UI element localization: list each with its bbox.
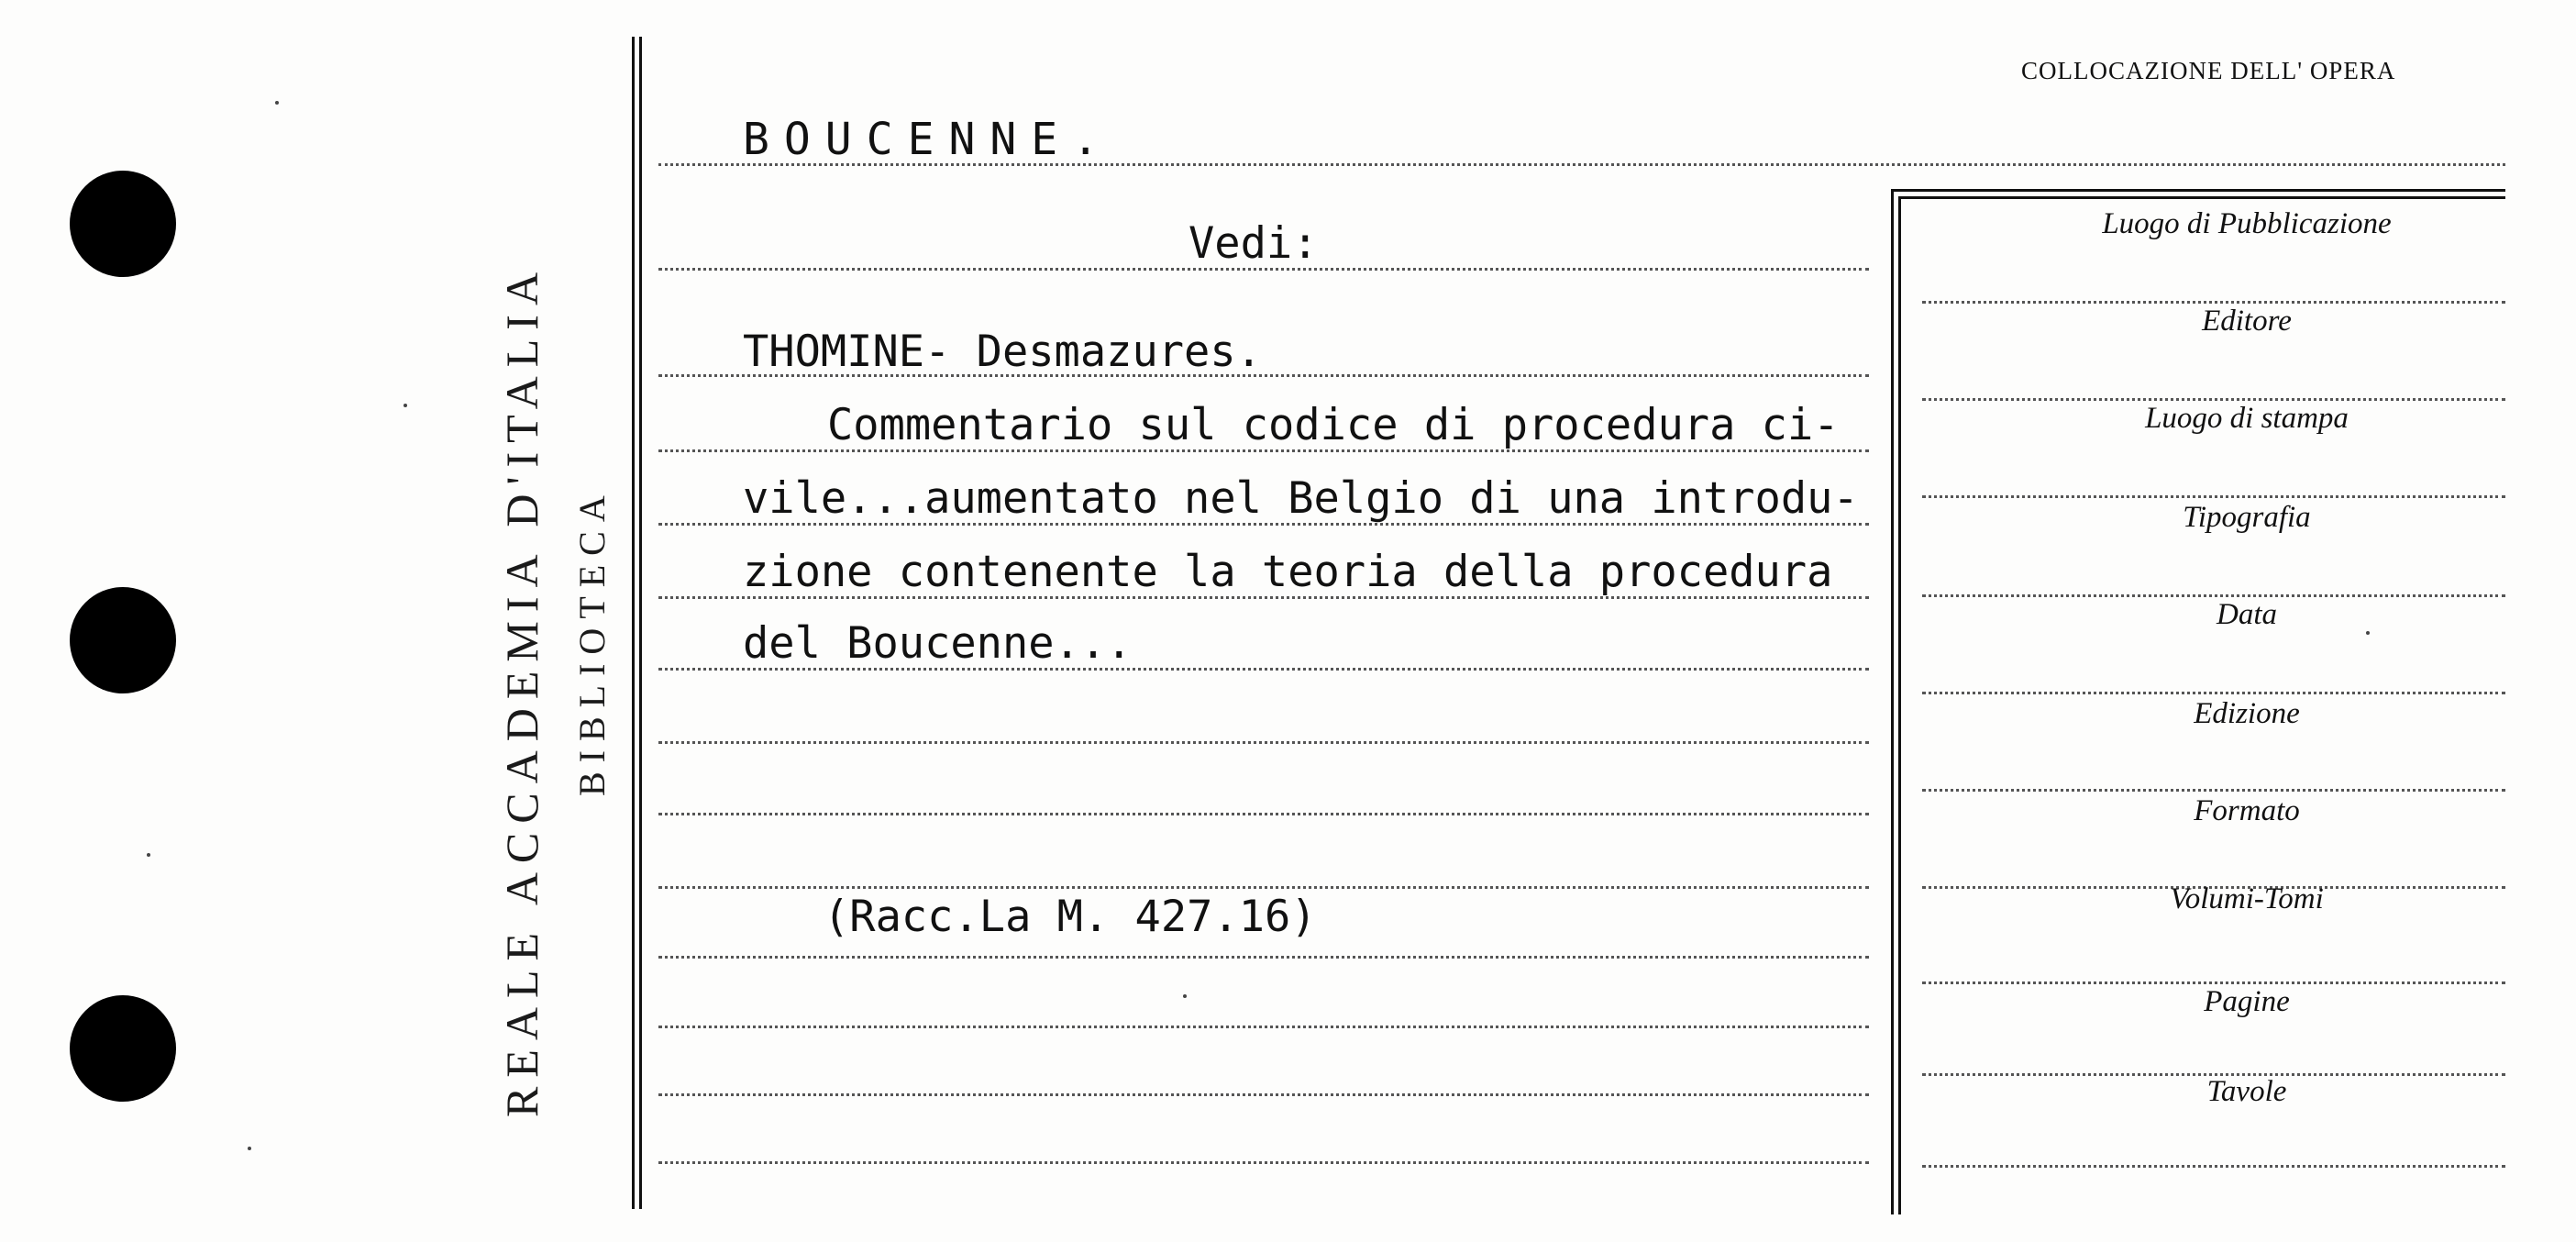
writing-line — [658, 1161, 1869, 1164]
collocazione-label: COLLOCAZIONE DELL' OPERA — [2021, 57, 2396, 84]
field-line — [1922, 981, 2505, 984]
speck — [275, 101, 279, 105]
field-line — [1922, 1165, 2505, 1168]
field-data: Data — [2217, 598, 2277, 631]
entry-author: THOMINE- Desmazures. — [743, 327, 1262, 377]
field-line — [1922, 301, 2505, 304]
writing-line — [658, 1093, 1869, 1096]
field-tipografia: Tipografia — [2183, 501, 2311, 534]
punch-hole-top — [70, 171, 176, 277]
punch-hole-middle — [70, 587, 176, 693]
right-panel-top-a — [1891, 189, 2505, 192]
institution-name: REALE ACCADEMIA D'ITALIA — [496, 262, 547, 1117]
speck — [147, 853, 150, 857]
field-line — [1922, 495, 2505, 498]
entry-title-line-4: del Boucenne... — [743, 618, 1133, 669]
writing-line — [658, 886, 1869, 889]
field-line — [1922, 594, 2505, 597]
field-line — [1922, 692, 2505, 694]
see-label: Vedi: — [1188, 218, 1319, 269]
punch-hole-bottom — [70, 995, 176, 1102]
writing-line — [658, 741, 1869, 744]
left-double-rule-b — [639, 37, 642, 1209]
field-edizione: Edizione — [2194, 697, 2300, 730]
speck — [2366, 631, 2370, 635]
field-luogo-stampa: Luogo di stampa — [2145, 402, 2349, 435]
field-line — [1922, 789, 2505, 792]
right-panel-rule-a — [1891, 189, 1894, 1214]
entry-heading: BOUCENNE. — [743, 114, 1114, 165]
field-tavole: Tavole — [2206, 1075, 2287, 1108]
entry-title-line-3: zione contenente la teoria della procedura — [743, 547, 1833, 597]
field-luogo-pubblicazione: Luogo di Pubblicazione — [2102, 207, 2392, 240]
writing-line — [658, 1026, 1869, 1028]
entry-title-line-1: Commentario sul codice di procedura ci- — [827, 400, 1840, 450]
field-editore: Editore — [2202, 305, 2292, 338]
speck — [248, 1147, 251, 1150]
entry-title-line-2: vile...aumentato nel Belgio di una introdu- — [743, 473, 1859, 524]
field-volumi-tomi: Volumi-Tomi — [2170, 882, 2324, 915]
shelfmark: (Racc.La M. 427.16) — [824, 892, 1317, 942]
writing-line — [658, 813, 1869, 815]
writing-line — [658, 956, 1869, 959]
field-formato: Formato — [2194, 794, 2300, 827]
field-line — [1922, 398, 2505, 401]
speck — [404, 404, 407, 407]
right-panel-top-b — [1898, 196, 2505, 199]
left-double-rule-a — [632, 37, 635, 1209]
library-name: BIBLIOTECA — [571, 486, 613, 796]
speck — [1183, 994, 1187, 998]
field-pagine: Pagine — [2204, 985, 2290, 1018]
